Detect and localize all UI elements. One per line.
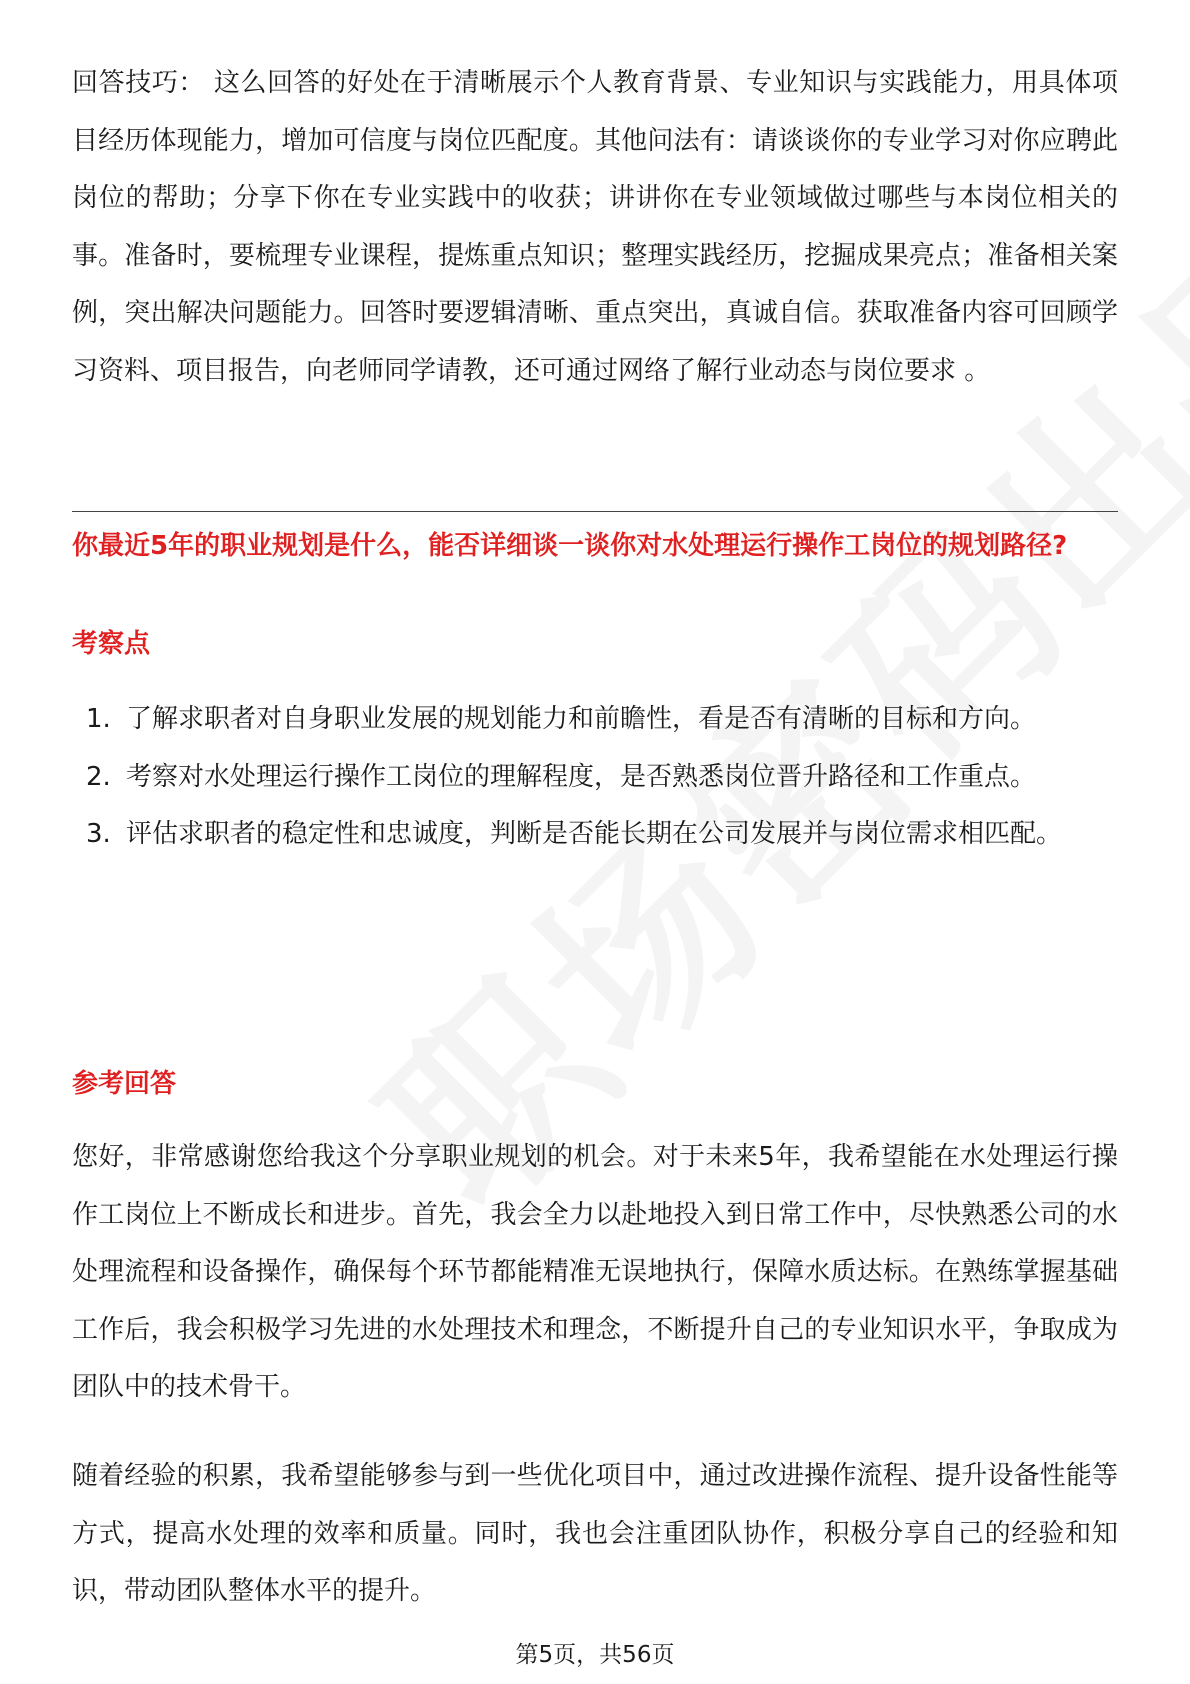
list-item-number: 2. <box>86 761 111 792</box>
assessment-points-heading: 考察点 <box>72 629 151 659</box>
list-item <box>72 691 1118 749</box>
list-item <box>72 749 1118 807</box>
interview-question: 你最近5年的职业规划是什么，能否详细谈一谈你对水处理运行操作工岗位的规划路径? <box>72 531 1068 561</box>
list-item-number: 1. <box>86 704 111 734</box>
page-number-footer: 第5页，共56页 <box>515 1642 675 1668</box>
list-item-text: 了解求职者对自身职业发展的规划能力和前瞻性，看是否有清晰的目标和方向。 <box>126 704 1037 734</box>
reference-answer-paragraph: 随着经验的积累，我希望能够参与到一些优化项目中，通过改进操作流程、提升设备性能等方式，提高水处理的效率和质量。同时，我也会注重团队协作，积极分享自己的经验和知识，带动团队整体水平的提升。 <box>72 1461 1118 1606</box>
list-item <box>72 806 1118 864</box>
reference-answer-heading: 参考回答 <box>72 1069 177 1099</box>
list-item-number: 3. <box>86 819 111 849</box>
section-divider <box>72 511 1118 512</box>
reference-answer-paragraph: 您好，非常感谢您给我这个分享职业规划的机会。对于未来5年，我希望能在水处理运行操作工岗位上不断成长和进步。首先，我会全力以赴地投入到日常工作中，尽快熟悉公司的水处理流程和设备操作，确保每个环节都能精准无误地执行，保障水质达标。在熟练掌握基础工作后，我会积极学习先进的水处理技术和理念，不断提升自己的专业知识水平，争取成为团队中的技术骨干。 <box>72 1142 1118 1402</box>
answer-tips-paragraph: 回答技巧： 这么回答的好处在于清晰展示个人教育背景、专业知识与实践能力，用具体项目经历体现能力，增加可信度与岗位匹配度。其他问法有：请谈谈你的专业学习对你应聘此岗位的帮助；分享下你在专业实践中的收获；讲讲你在专业领域做过哪些与本岗位相关的事。准备时，要梳理专业课程，提炼重点知识；整理实践经历，挖掘成果亮点；准备相关案例，突出解决问题能力。回答时要逻辑清晰、重点突出，真诚自信。获取准备内容可回顾学习资料、项目报告，向老师同学请教，还可通过网络了解行业动态与岗位要求 。 <box>72 68 1118 386</box>
list-item-text: 评估求职者的稳定性和忠诚度，判断是否能长期在公司发展并与岗位需求相匹配。 <box>126 819 1063 849</box>
list-item-text: 考察对水处理运行操作工岗位的理解程度，是否熟悉岗位晋升路径和工作重点。 <box>126 761 1037 792</box>
assessment-points-list <box>72 691 1118 864</box>
